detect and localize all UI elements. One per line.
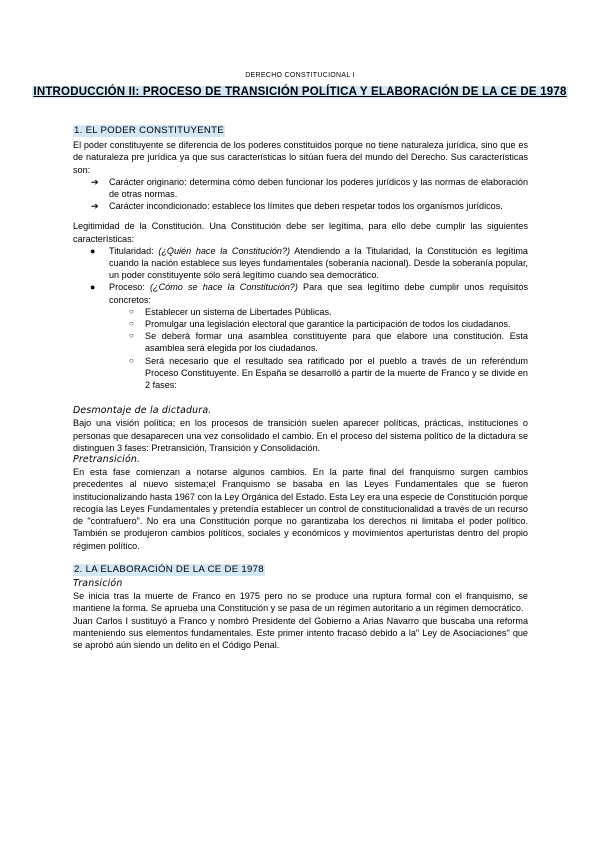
characteristics-list bbox=[73, 176, 528, 213]
arrow-icon: ➔ bbox=[91, 201, 99, 212]
page-title-text: INTRODUCCIÓN II: PROCESO DE TRANSICIÓN POLÍTICA Y ELABORACIÓN DE LA CE DE 1978 bbox=[33, 86, 567, 98]
bullet-icon: ● bbox=[90, 282, 96, 293]
page-title bbox=[0, 86, 600, 98]
arrow-icon: ➔ bbox=[91, 176, 99, 187]
bullet-icon: ● bbox=[90, 245, 96, 256]
list-item-text: Será necesario que el resultado sea ratificado por el pueblo a través de un referéndum Proceso Constituyente. En España se desarrolló a partir de la muerte de Franco y se divide en 2 fases: bbox=[145, 355, 528, 391]
subheading-pretransicion: Pretransición. bbox=[73, 454, 141, 466]
paragraph-desmontaje: Bajo una visión política; en los procesos de transición suelen aparecer políticas, prácticas, instituciones o personas que desaparecen una vez consolidado el cambio. En el proceso del sistema político de la dictadura se distinguen 3 fases: Pretransición, Transición y Consolidación. bbox=[73, 418, 528, 453]
subheading-desmontaje: Desmontaje de la dictadura. bbox=[73, 405, 212, 417]
process-requirements-list bbox=[73, 306, 528, 391]
course-header: DERECHO CONSTITUCIONAL I bbox=[245, 72, 355, 79]
circle-icon: ○ bbox=[129, 355, 134, 365]
paragraph-transicion-2: Juan Carlos I sustituyó a Franco y nombró Presidente del Gobierno a Arias Navarro que buscaba una reforma manteniendo sus elementos fundamentales. Este primer intento fracasó debido a la" Ley de Asociaciones" que se aprobó aún siendo un delito en el Código Penal. bbox=[73, 615, 528, 650]
list-item bbox=[73, 330, 528, 354]
paragraph-poder-constituyente: El poder constituyente se diferencia de los poderes constituidos porque no tiene naturaleza jurídica, sino que es de naturaleza pre jurídica ya que sus características lo sitúan fuera del mundo del Derecho. Sus características son: bbox=[73, 140, 528, 175]
circle-icon: ○ bbox=[129, 319, 134, 329]
list-item-text: Promulgar una legislación electoral que garantice la participación de todos los ciudadanos. bbox=[145, 319, 511, 330]
list-item bbox=[73, 281, 528, 305]
list-item bbox=[73, 176, 528, 200]
list-item-text: Para que sea legítimo debe cumplir unos requisitos concretos: bbox=[109, 282, 528, 305]
subheading-transicion: Transición bbox=[73, 577, 123, 589]
document-body bbox=[73, 124, 528, 651]
legitimacy-list bbox=[73, 245, 528, 306]
list-item-text: Establecer un sistema de Libertades Públicas. bbox=[145, 306, 332, 317]
list-item-question: (¿Cómo se hace la Constitución?) bbox=[150, 282, 298, 293]
list-item bbox=[73, 245, 528, 282]
list-item bbox=[73, 355, 528, 392]
list-item-text: Carácter originario: determina cómo deben funcionar los poderes jurídicos y las normas de elaboración de otras normas. bbox=[109, 176, 528, 200]
section-heading-1: 1. EL PODER CONSTITUYENTE bbox=[74, 125, 225, 136]
list-item-text: Se deberá formar una asamblea constituyente para que elabore una constitución. Esta asamblea será elegida por los ciudadanos. bbox=[145, 331, 528, 354]
circle-icon: ○ bbox=[129, 306, 134, 316]
list-item bbox=[73, 200, 528, 212]
list-item-text: Atendiendo a la Titularidad, la Constitución es legítima cuando la nación establece sus leyes fundamentales (soberanía nacional). Desde la soberanía popular, un poder constituyente sólo será legítimo cuando sea democrático. bbox=[109, 245, 528, 281]
list-item bbox=[73, 318, 528, 330]
list-item-lead: Proceso: bbox=[109, 282, 151, 293]
circle-icon: ○ bbox=[129, 331, 134, 341]
list-item-question: (¿Quién hace la Constitución?) bbox=[158, 245, 291, 256]
paragraph-legitimidad: Legitimidad de la Constitución. Una Constitución debe ser legítima, para ello debe cumplir las siguientes características: bbox=[73, 221, 528, 244]
paragraph-transicion-1: Se inicia tras la muerte de Franco en 1975 pero no se produce una ruptura formal con el franquismo, se mantiene la forma. Se aprueba una Constitución y se pasa de un régimen autoritario a un régimen democrático. bbox=[73, 591, 528, 614]
section-heading-2: 2. LA ELABORACIÓN DE LA CE DE 1978 bbox=[74, 563, 264, 575]
list-item-text: Carácter incondicionado: establece los límites que deben respetar todos los organismos jurídicos. bbox=[109, 201, 503, 212]
list-item bbox=[73, 306, 528, 318]
paragraph-pretransicion: En esta fase comienzan a notarse algunos cambios. En la parte final del franquismo surgen cambios precedentes al nuevo sistema;el Franquismo se basaba en las Leyes Fundamentales que se fueron institucionalizando hasta 1967 con la Ley Orgánica del Estado. Esta Ley era una especie de Constitución porque recogía las Leyes Fundamentales y pretendía establecer un control de constitucionalidad a través de un recurso de "contrafuero". No era una Constitución porque no garantizaba los derechos ni limitaba el poder político. También se produjeron cambios políticos, sociales y económicos y movimientos aperturistas dentro del propio régimen político. bbox=[73, 467, 528, 551]
list-item-lead: Titularidad: bbox=[109, 245, 159, 256]
